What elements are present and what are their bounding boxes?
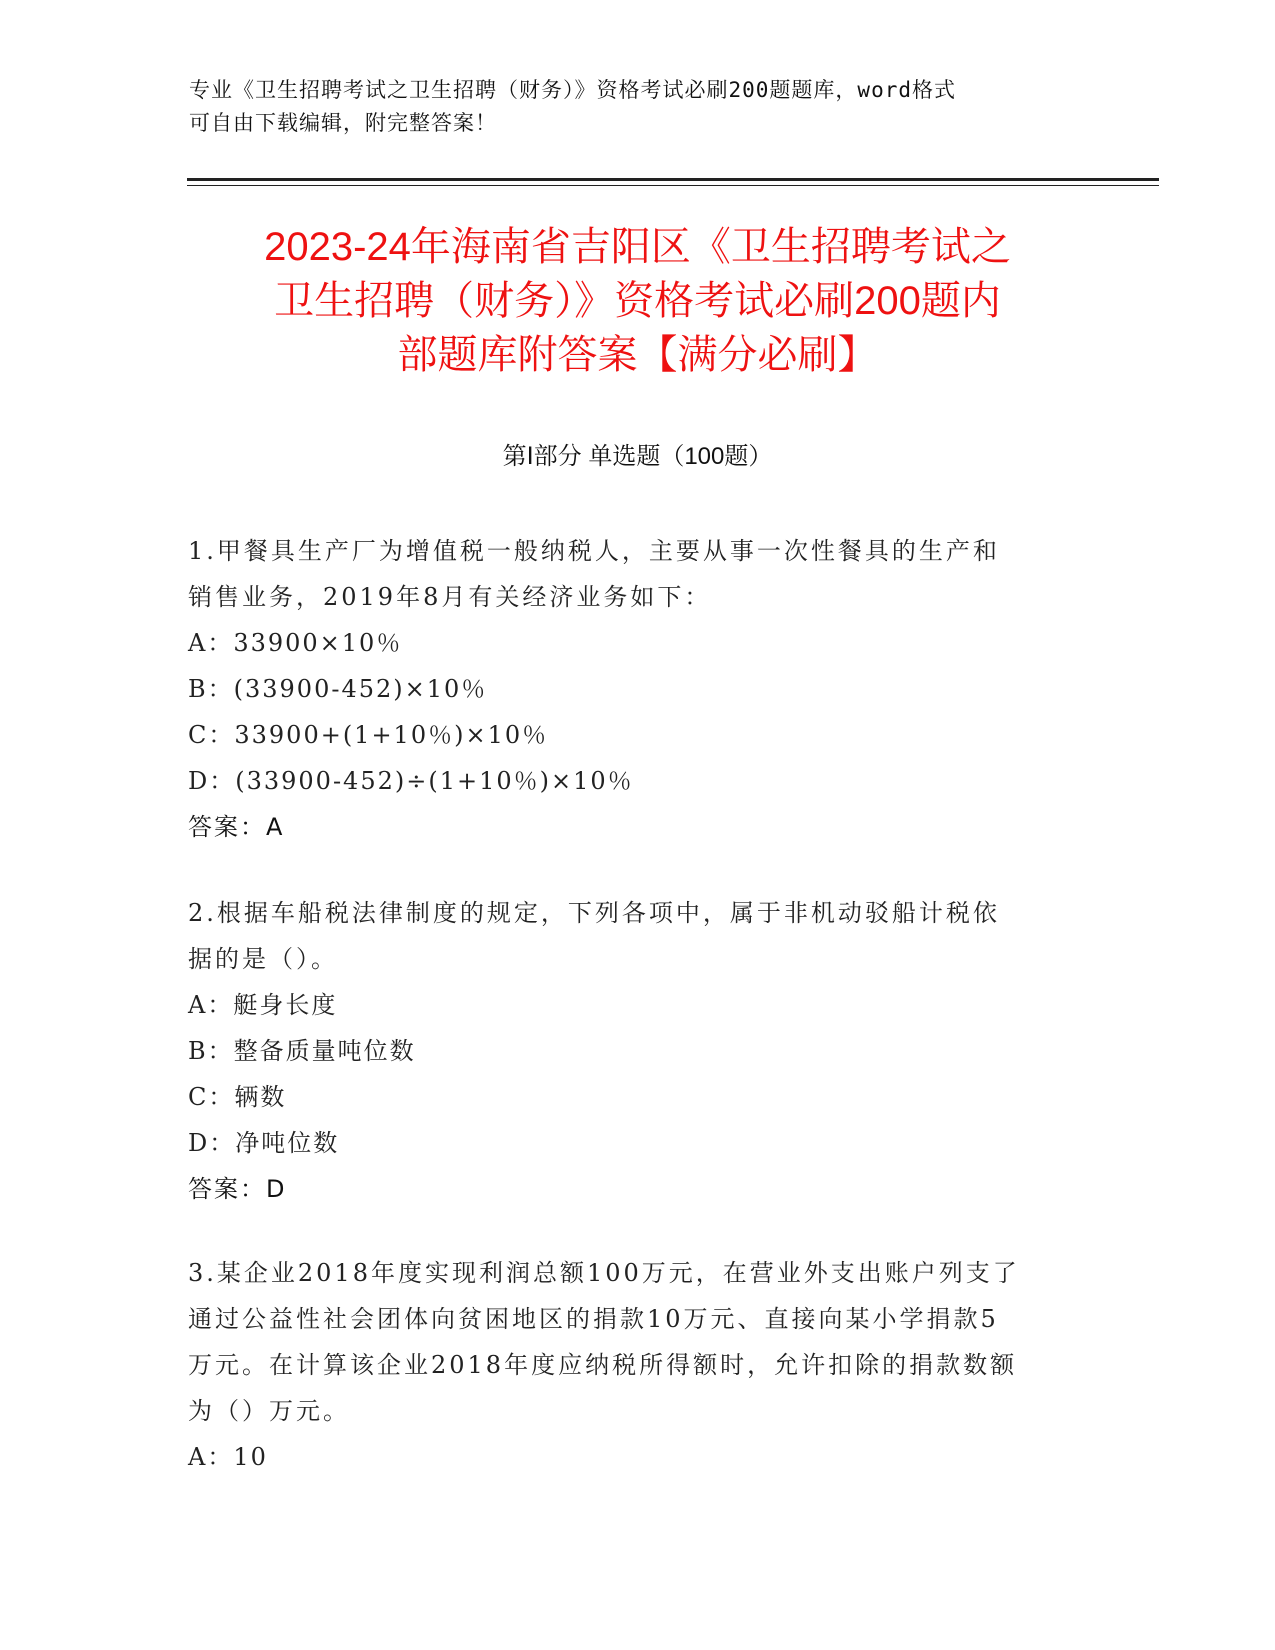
answer: 答案：A <box>188 813 285 841</box>
header-divider-thin <box>187 185 1159 186</box>
header-note-line-2: 可自由下载编辑，附完整答案！ <box>189 111 497 135</box>
question-stem-line: 3.某企业2018年度实现利润总额100万元，在营业外支出账户列支了 <box>188 1259 1020 1287</box>
header-note <box>189 74 1069 140</box>
question-stem-line: 1.甲餐具生产厂为增值税一般纳税人，主要从事一次性餐具的生产和 <box>188 537 1000 565</box>
header-note-line-1: 专业《卫生招聘考试之卫生招聘（财务）》资格考试必刷200题题库，word格式 <box>189 78 956 102</box>
option-a: A：艇身长度 <box>188 991 338 1019</box>
question-stem-line: 为（）万元。 <box>188 1397 350 1425</box>
document-title <box>150 220 1125 382</box>
title-line-2: 卫生招聘（财务）》资格考试必刷200题内 <box>274 279 1001 323</box>
header-divider-thick <box>187 178 1159 181</box>
option-d: D：净吨位数 <box>188 1129 340 1157</box>
option-a: A：10 <box>188 1443 268 1471</box>
answer: 答案：D <box>188 1175 287 1203</box>
option-b: B：整备质量吨位数 <box>188 1037 416 1065</box>
question-stem-line: 销售业务，2019年8月有关经济业务如下： <box>188 583 712 611</box>
question-3 <box>188 1250 1088 1480</box>
question-stem-line: 万元。在计算该企业2018年度应纳税所得额时，允许扣除的捐款数额 <box>188 1351 1018 1379</box>
option-a: A：33900×10％ <box>188 629 403 657</box>
option-c: C：33900+(1+10％)×10％ <box>188 721 549 749</box>
option-b: B：(33900-452)×10％ <box>188 675 488 703</box>
question-2 <box>188 890 1088 1212</box>
title-line-3: 部题库附答案【满分必刷】 <box>397 333 878 377</box>
option-c: C：辆数 <box>188 1083 287 1111</box>
title-line-1: 2023-24年海南省吉阳区《卫生招聘考试之 <box>264 225 1011 269</box>
question-stem-line: 通过公益性社会团体向贫困地区的捐款10万元、直接向某小学捐款5 <box>188 1305 999 1333</box>
question-1 <box>188 528 1088 850</box>
question-stem-line: 2.根据车船税法律制度的规定，下列各项中，属于非机动驳船计税依 <box>188 899 1000 927</box>
option-d: D：(33900-452)÷(1+10％)×10％ <box>188 767 634 795</box>
question-stem-line: 据的是（）。 <box>188 945 338 973</box>
section-title: 第Ⅰ部分 单选题（100题） <box>502 443 773 470</box>
